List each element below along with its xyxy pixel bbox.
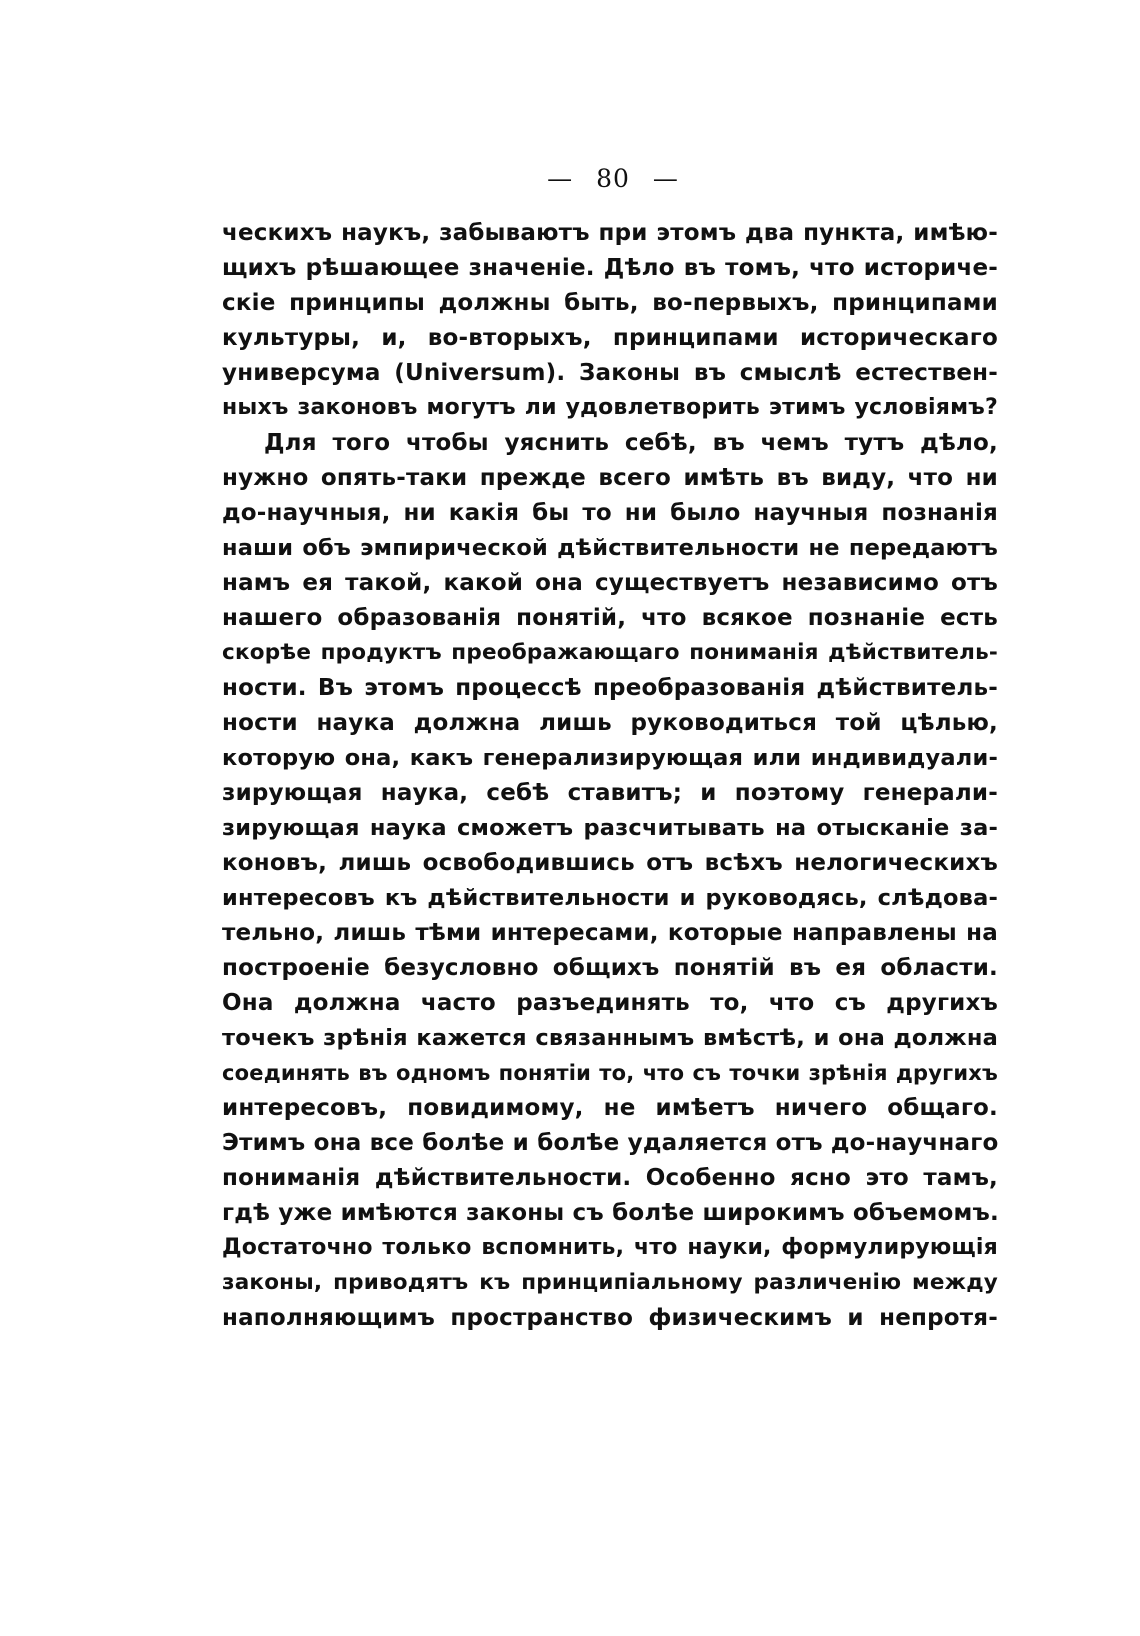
paragraph-start-line: Для того чтобы уяснить себѣ, въ чемъ тутъ дѣло, bbox=[264, 430, 998, 456]
text-line: универсума (Universum). Законы въ смыслѣ естествен- bbox=[222, 360, 998, 386]
text-line: законы, приводятъ къ принципiальному различенiю между bbox=[222, 1270, 998, 1295]
text-line: Она должна часто разъединять то, что съ другихъ bbox=[222, 990, 998, 1016]
text-line: точекъ зрѣнiя кажется связаннымъ вмѣстѣ, и она должна bbox=[222, 1025, 998, 1051]
text-line: коновъ, лишь освободившись отъ всѣхъ нелогическихъ bbox=[222, 850, 998, 876]
header-dash-left: — bbox=[547, 164, 574, 193]
text-line: нашего образованiя понятiй, что всякое познанiе есть bbox=[222, 605, 998, 631]
text-line: наполняющимъ пространство физическимъ и непротя- bbox=[222, 1305, 998, 1331]
text-line: ности наука должна лишь руководиться той цѣлью, bbox=[222, 710, 998, 736]
text-line: интересовъ къ дѣйствительности и руководясь, слѣдова- bbox=[222, 885, 998, 911]
text-line: наши объ эмпирической дѣйствительности не передаютъ bbox=[222, 535, 998, 561]
text-line: скорѣе продуктъ преображающаго пониманiя дѣйствитель- bbox=[222, 640, 998, 665]
text-line: щихъ рѣшающее значенiе. Дѣло въ томъ, что историче- bbox=[222, 255, 998, 281]
text-line: соединять въ одномъ понятiи то, что съ точки зрѣнiя другихъ bbox=[222, 1061, 998, 1085]
text-line: построенiе безусловно общихъ понятiй въ ея области. bbox=[222, 955, 998, 981]
header-dash-right: — bbox=[652, 164, 679, 193]
text-line: интересовъ, повидимому, не имѣетъ ничего общаго. bbox=[222, 1095, 998, 1121]
text-line: до-научныя, ни какiя бы то ни было научныя познанiя bbox=[222, 500, 998, 526]
page-header bbox=[224, 164, 1002, 193]
page-number: 80 bbox=[596, 164, 630, 193]
text-line: которую она, какъ генерализирующая или индивидуали- bbox=[222, 745, 998, 771]
text-line: Этимъ она все болѣе и болѣе удаляется отъ до-научнаго bbox=[222, 1130, 999, 1156]
text-line: гдѣ уже имѣются законы съ болѣе широкимъ объемомъ. bbox=[222, 1200, 999, 1226]
text-line: ныхъ законовъ могутъ ли удовлетворить этимъ условiямъ? bbox=[222, 395, 998, 420]
text-line: ности. Въ этомъ процессѣ преобразованiя дѣйствитель- bbox=[222, 675, 998, 701]
text-line: пониманiя дѣйствительности. Особенно ясно это тамъ, bbox=[222, 1165, 998, 1191]
text-line: культуры, и, во-вторыхъ, принципами историческаго bbox=[222, 325, 998, 351]
text-line: намъ ея такой, какой она существуетъ независимо отъ bbox=[222, 570, 998, 596]
text-line: тельно, лишь тѣми интересами, которые направлены на bbox=[222, 920, 998, 946]
text-line: зирующая наука, себѣ ставитъ; и поэтому генерали- bbox=[222, 780, 998, 806]
text-line: нужно опять-таки прежде всего имѣть въ виду, что ни bbox=[222, 465, 998, 491]
text-line: зирующая наука сможетъ разсчитывать на отысканiе за- bbox=[222, 815, 998, 841]
text-line: ческихъ наукъ, забываютъ при этомъ два пункта, имѣю- bbox=[222, 220, 998, 246]
text-line: скiе принципы должны быть, во-первыхъ, принципами bbox=[222, 290, 998, 316]
text-line: Достаточно только вспомнить, что науки, формулирующiя bbox=[222, 1235, 998, 1260]
